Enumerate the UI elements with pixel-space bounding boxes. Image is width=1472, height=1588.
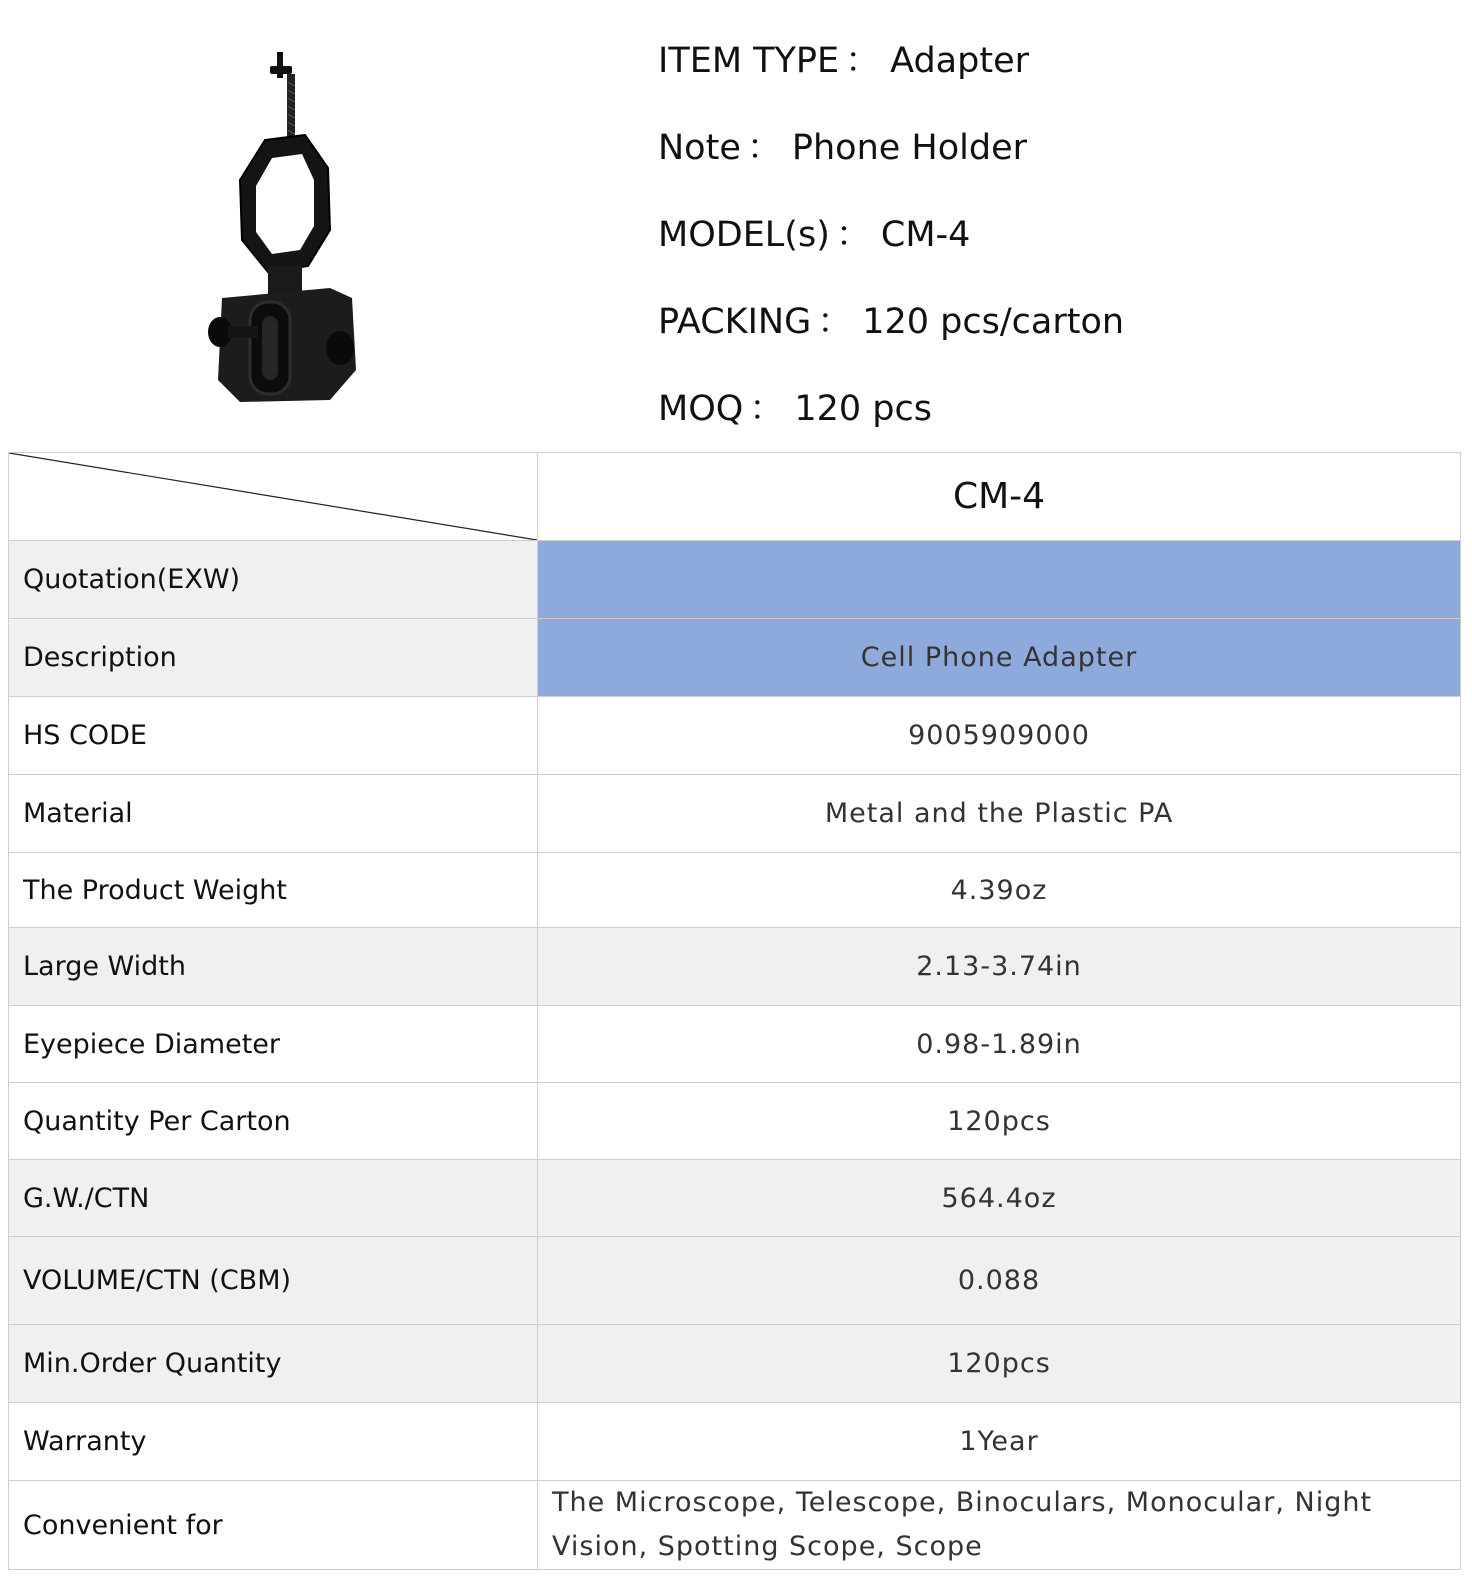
table-row [9, 1006, 1461, 1083]
diagonal-line [9, 453, 537, 540]
table-row [9, 619, 1461, 697]
row-key: The Product Weight [9, 853, 538, 928]
item-type-label: ITEM TYPE [658, 41, 840, 81]
row-value: Cell Phone Adapter [538, 619, 1461, 697]
moq-line: MOQ ： 120 pcs [658, 386, 1124, 473]
table-row [9, 1481, 1461, 1570]
row-value: 9005909000 [538, 697, 1461, 775]
header-corner-cell [9, 453, 538, 541]
table-row [9, 1403, 1461, 1481]
item-type-value: Adapter [890, 41, 1029, 81]
note-line: Note ： Phone Holder [658, 125, 1124, 212]
note-label: Note [658, 128, 741, 168]
phone-holder-illustration [180, 40, 400, 420]
row-value: 1Year [538, 1403, 1461, 1481]
spec-table [8, 452, 1461, 1570]
note-value: Phone Holder [791, 128, 1028, 168]
row-value: 120pcs [538, 1325, 1461, 1403]
row-value: The Microscope, Telescope, Binoculars, Monocular, Night Vision, Spotting Scope, Scope [538, 1481, 1461, 1570]
item-type-line: ITEM TYPE ： Adapter [658, 38, 1124, 125]
row-key [9, 1237, 538, 1325]
row-key-text: VOLUME/CTN (CBM) [23, 1264, 292, 1296]
table-row [9, 928, 1461, 1006]
models-line: MODEL(s) ： CM-4 [658, 212, 1124, 299]
product-image [180, 40, 400, 420]
table-row [9, 775, 1461, 853]
row-key: Convenient for [9, 1481, 538, 1570]
row-key: Quotation(EXW) [9, 541, 538, 619]
row-key: Quantity Per Carton [9, 1083, 538, 1160]
row-key: Material [9, 775, 538, 853]
models-value: CM-4 [880, 215, 971, 255]
row-value: 120pcs [538, 1083, 1461, 1160]
row-key: Large Width [9, 928, 538, 1006]
row-value: 564.4oz [538, 1160, 1461, 1237]
packing-label: PACKING [658, 302, 812, 342]
table-row [9, 1237, 1461, 1325]
row-value: Metal and the Plastic PA [538, 775, 1461, 853]
table-row [9, 541, 1461, 619]
moq-label: MOQ [658, 389, 744, 429]
table-row [9, 853, 1461, 928]
row-key: Description [9, 619, 538, 697]
row-key: HS CODE [9, 697, 538, 775]
row-value: 0.98-1.89in [538, 1006, 1461, 1083]
row-value [538, 541, 1461, 619]
row-value: 0.088 [538, 1237, 1461, 1325]
row-key: Warranty [9, 1403, 538, 1481]
packing-value: 120 pcs/carton [862, 302, 1125, 342]
table-header-row [9, 453, 1461, 541]
row-value: 2.13-3.74in [538, 928, 1461, 1006]
table-row [9, 1325, 1461, 1403]
table-row [9, 697, 1461, 775]
product-info [658, 38, 1124, 473]
row-value: 4.39oz [538, 853, 1461, 928]
table-row [9, 1160, 1461, 1237]
moq-value: 120 pcs [794, 389, 932, 429]
row-key: Min.Order Quantity [9, 1325, 538, 1403]
row-key: Eyepiece Diameter [9, 1006, 538, 1083]
row-key: G.W./CTN [9, 1160, 538, 1237]
header-model-cell: CM-4 [538, 453, 1461, 541]
packing-line: PACKING ： 120 pcs/carton [658, 299, 1124, 386]
models-label: MODEL(s) [658, 215, 830, 255]
table-row [9, 1083, 1461, 1160]
